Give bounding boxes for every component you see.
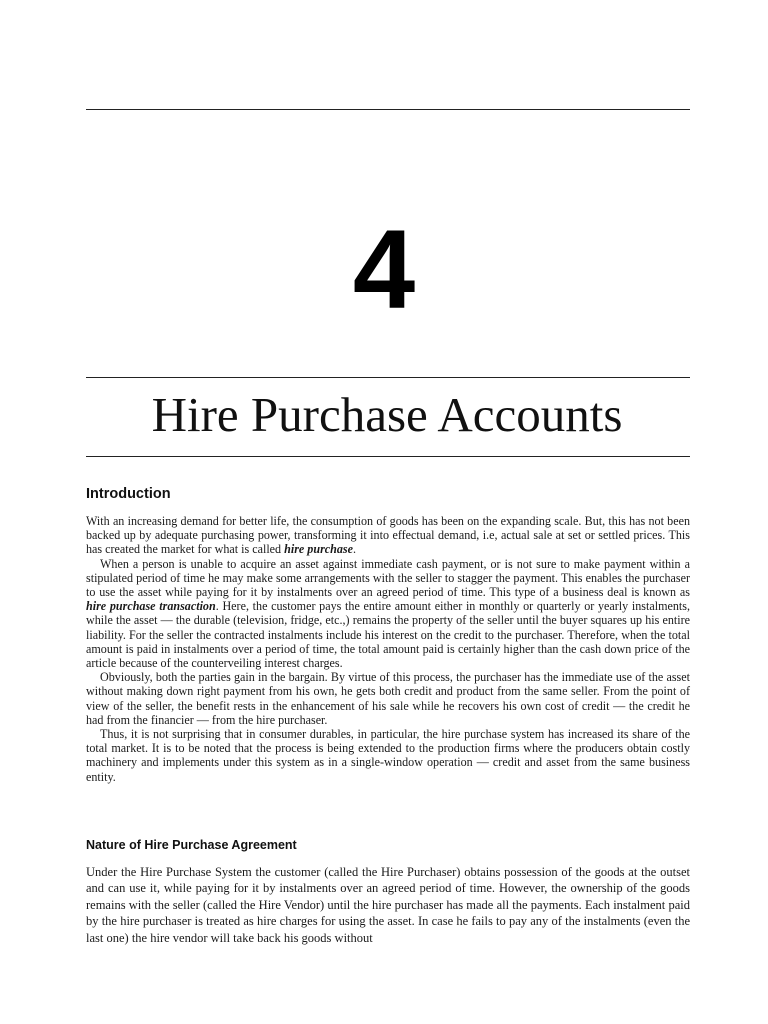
section-heading-nature: Nature of Hire Purchase Agreement xyxy=(86,838,297,852)
paragraph xyxy=(86,514,690,557)
emphasis-term: hire purchase transaction xyxy=(86,599,216,614)
title-rule-upper xyxy=(86,377,690,378)
nature-body xyxy=(86,864,690,946)
title-rule-lower xyxy=(86,456,690,457)
paragraph xyxy=(86,557,690,671)
section-heading-introduction: Introduction xyxy=(86,486,171,502)
emphasis-term: hire purchase xyxy=(284,542,354,557)
chapter-title: Hire Purchase Accounts xyxy=(151,387,623,442)
paragraph: Under the Hire Purchase System the customer (called the Hire Purchaser) obtains possession of the goods at the outset and can use it, while paying for it by instalments over an agreed period of time. However, the ownership of the goods remains with the seller (called the Hire Vendor) until the hire purchaser has made all the payments. Each instalment paid by the hire purchaser is treated as hire charges for using the asset. In case he fails to pay any of the instalments (even the last one) the hire vendor will take back his goods without xyxy=(86,865,690,945)
paragraph-text: . Here, the customer pays the entire amount either in monthly or quarterly or yearly instalments, while the asset — the durable (television, fridge, etc.,) remains the property of the seller until the buyer squares up his entire liability. For the seller the contracted instalments include his interest on the credit to the purchaser. Therefore, when the total amount is paid in instalments over a period of time, the total amount paid is certainly higher than the cash down price of the article because of the counterveiling interest charges. xyxy=(86,599,690,671)
chapter-number: 4 xyxy=(352,207,416,332)
paragraph: Thus, it is not surprising that in consumer durables, in particular, the hire purchase system has increased its share of the total market. It is to be noted that the process is being extended to the production firms where the producers obtain costly machinery and implements under this system as in a single-window operation — credit and asset from the same business entity. xyxy=(86,727,690,784)
paragraph: Obviously, both the parties gain in the bargain. By virtue of this process, the purchaser has the immediate use of the asset without making down right payment from his own, he gets both credit and product from the same seller. From the point of view of the seller, the benefit rests in the enhancement of his sale while he recovers his own cost of credit — the credit he had from the financier — from the hire purchaser. xyxy=(86,670,690,727)
introduction-body xyxy=(86,514,690,784)
top-rule xyxy=(86,109,690,110)
paragraph-text: With an increasing demand for better life, the consumption of goods has been on the expanding scale. But, this has not been backed up by adequate purchasing power, transforming it into effectual demand, i.e, actual sale at set or settled prices. This has created the market for what is called xyxy=(86,514,690,557)
paragraph-text: . xyxy=(353,542,357,557)
paragraph-text: When a person is unable to acquire an asset against immediate cash payment, or is not sure to make payment within a stipulated period of time he may make some arrangements with the seller to stagger the payment. This enables the purchaser to use the asset while paying for it by instalments over an agreed period of time. This type of a business deal is known as xyxy=(86,556,690,600)
